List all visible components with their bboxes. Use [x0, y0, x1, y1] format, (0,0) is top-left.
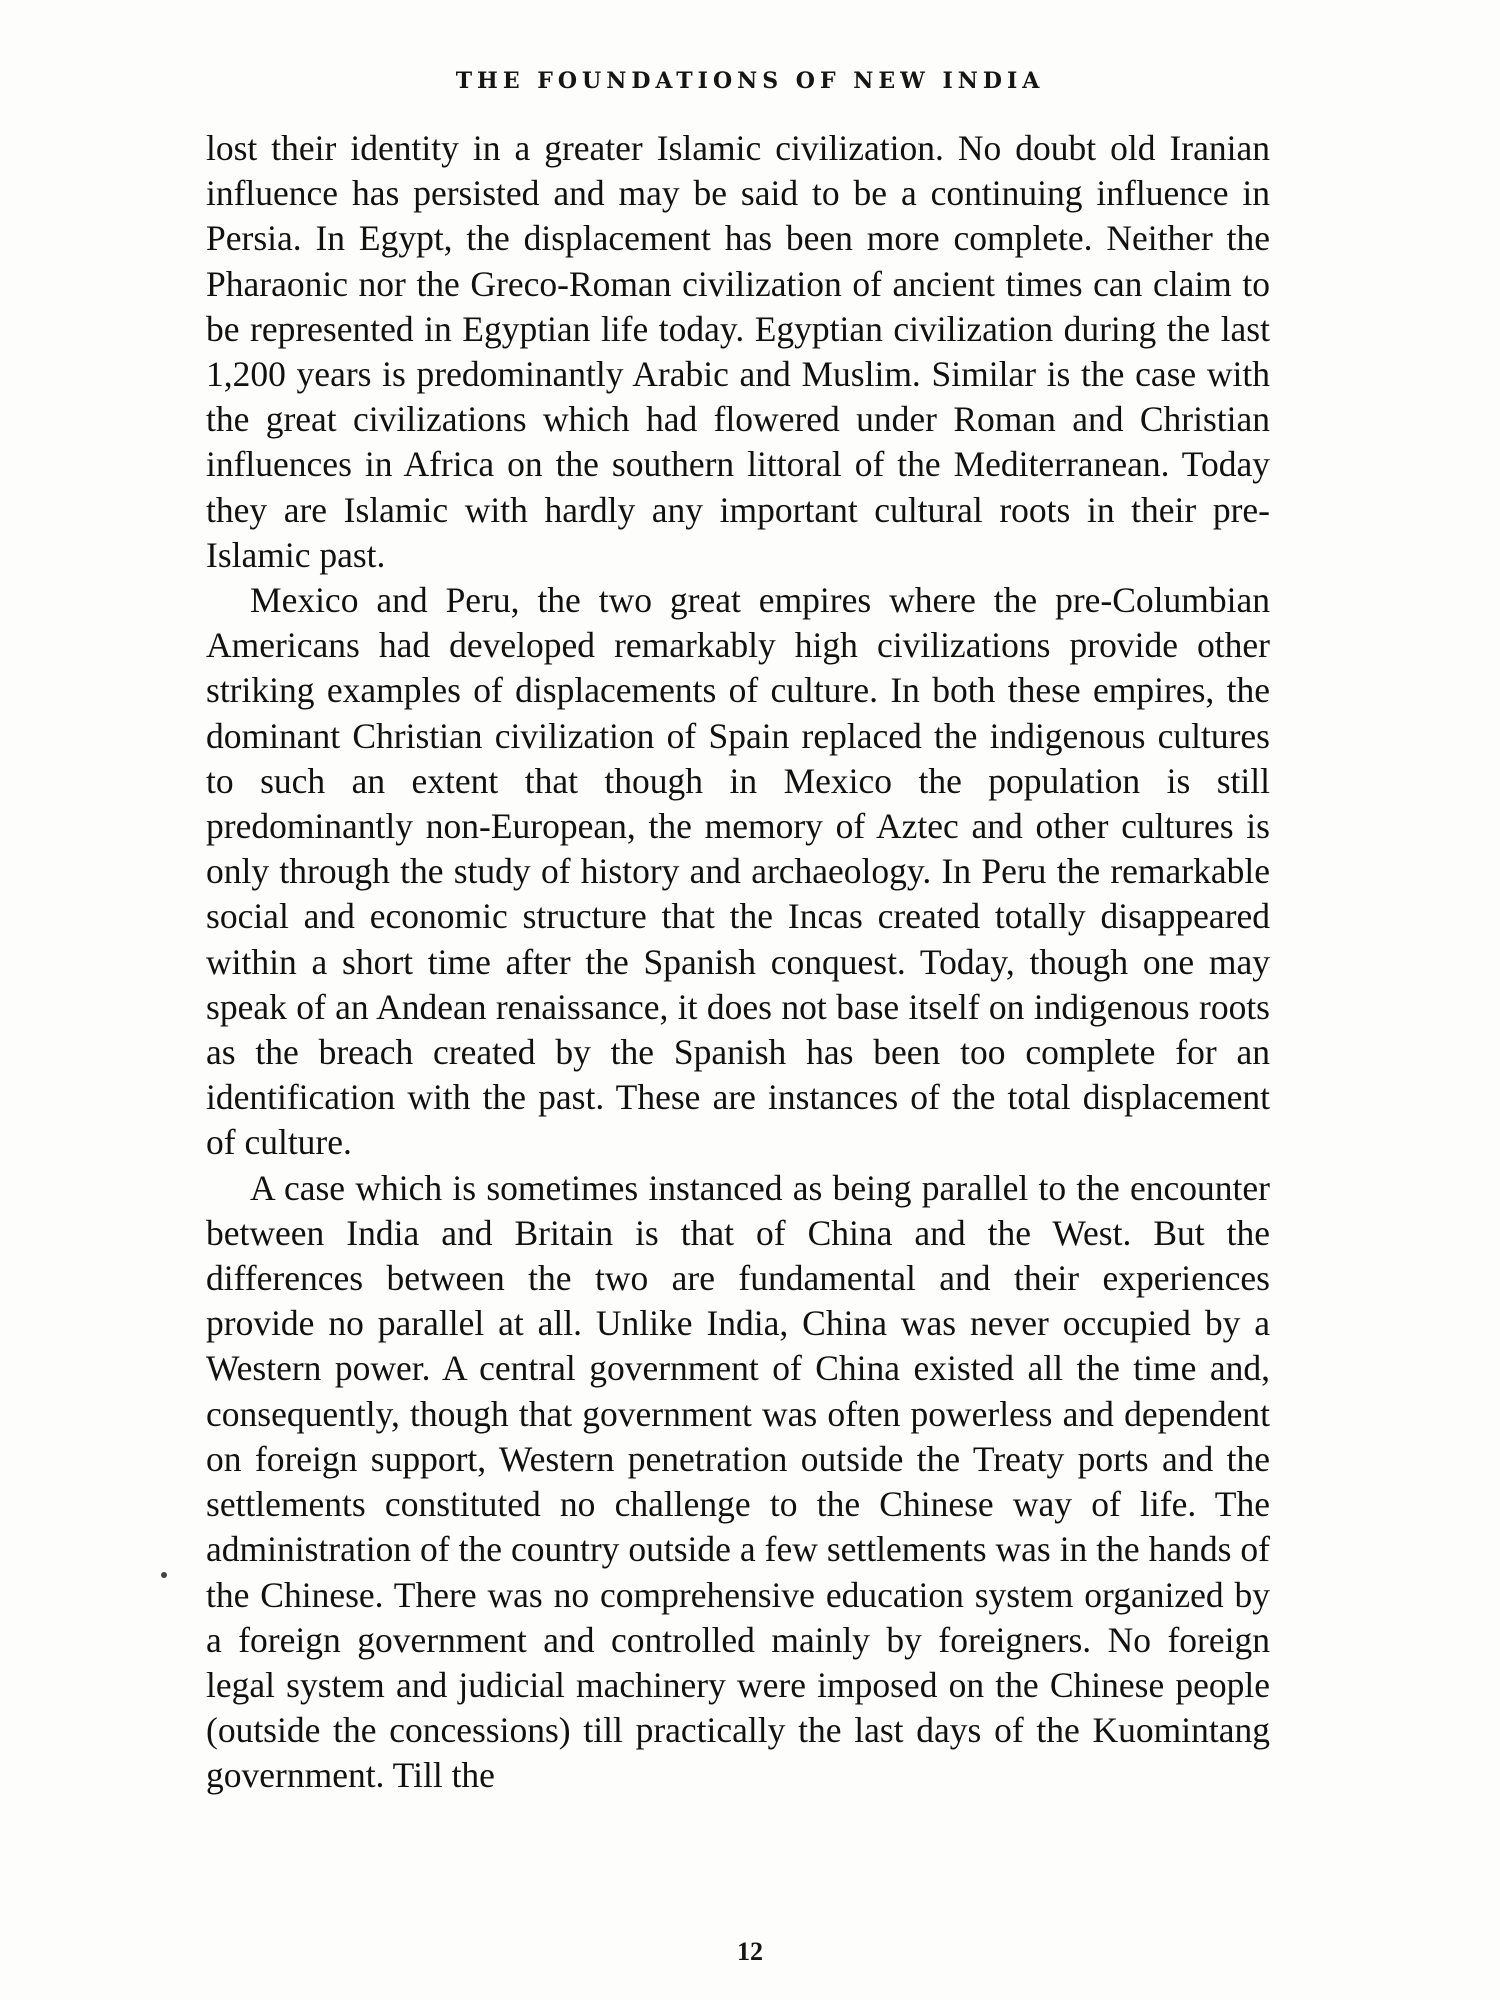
running-head: THE FOUNDATIONS OF NEW INDIA	[455, 68, 1045, 94]
paragraph-1: lost their identity in a greater Islamic civilization. No doubt old Iranian influence has persisted and may be said to be a continuing influence in Persia. In Egypt, the displacement has been more complete. Neither the Pharaonic nor the Greco-Roman civilization of ancient times can claim to be represented in Egyptian life today. Egyptian civilization during the last 1,200 years is predominantly Arabic and Muslim. Similar is the case with the great civilizations which had flowered under Roman and Christian influences in Africa on the southern littoral of the Mediterranean. Today they are Islamic with hardly any important cultural roots in their pre-Islamic past.	[206, 128, 1270, 575]
margin-speck	[161, 1572, 167, 1578]
page-number: 12	[737, 1937, 763, 1966]
body-text	[206, 126, 1270, 1799]
paragraph-3: A case which is sometimes instanced as being parallel to the encounter between India and Britain is that of China and the West. But the differences between the two are fundamental and their experiences provide no parallel at all. Unlike India, China was never occupied by a Western power. A central government of China existed all the time and, consequently, though that government was often powerless and dependent on foreign support, Western penetration outside the Treaty ports and the settlements constituted no challenge to the Chinese way of life. The administration of the country outside a few settlements was in the hands of the Chinese. There was no comprehensive education system organized by a foreign government and controlled mainly by foreigners. No foreign legal system and judicial machinery were imposed on the Chinese people (outside the concessions) till practically the last days of the Kuomintang government. Till the	[206, 1167, 1270, 1796]
paragraph-2: Mexico and Peru, the two great empires where the pre-Columbian Americans had developed remarkably high civilizations provide other striking examples of displacements of culture. In both these empires, the dominant Christian civilization of Spain replaced the indigenous cultures to such an extent that though in Mexico the population is still predominantly non-European, the memory of Aztec and other cultures is only through the study of history and archaeology. In Peru the remarkable social and economic structure that the Incas created totally disappeared within a short time after the Spanish conquest. Today, though one may speak of an Andean renaissance, it does not base itself on indigenous roots as the breach created by the Spanish has been too complete for an identification with the past. These are instances of the total displacement of culture.	[206, 580, 1270, 1163]
